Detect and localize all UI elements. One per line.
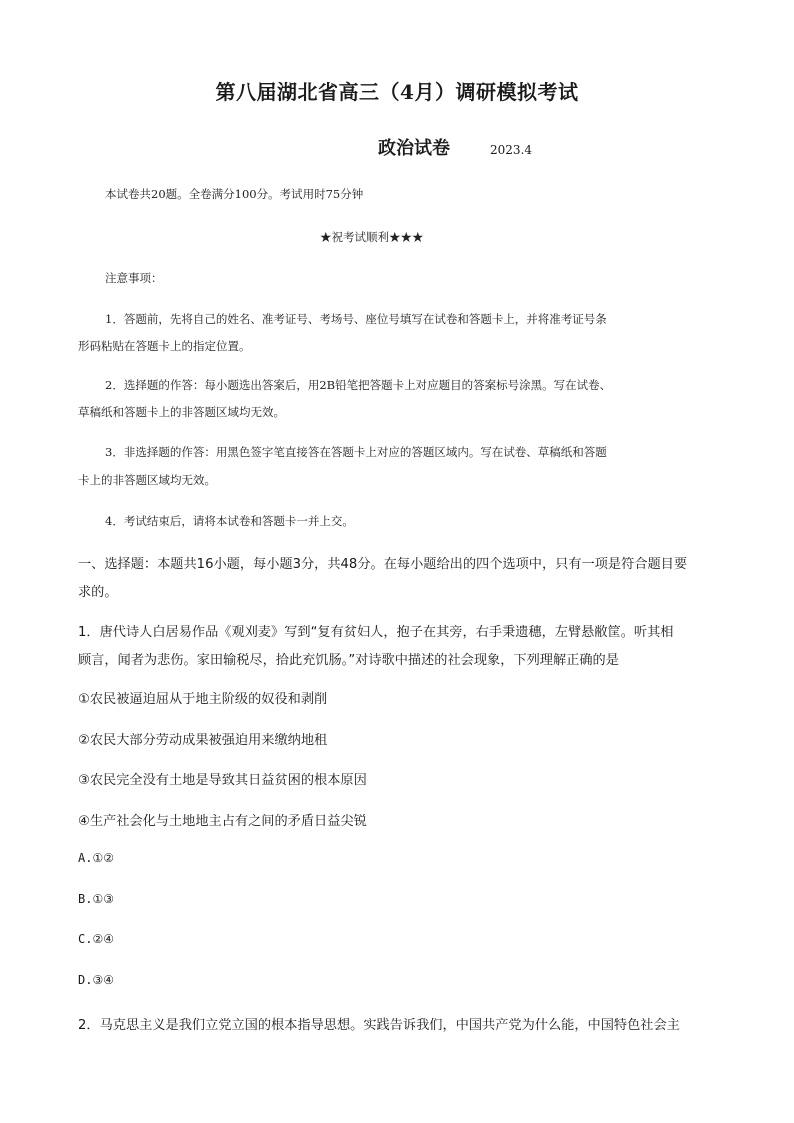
notice-2-line-2: 草稿纸和答题卡上的非答题区域均无效。 [78,405,285,419]
notice-2-line-1: 2．选择题的作答：每小题选出答案后，用2B铅笔把答题卡上对应题目的答案标号涂黑。写在试卷、 [105,378,612,392]
notice-1-line-1: 1．答题前，先将自己的姓名、准考证号、考场号、座位号填写在试卷和答题卡上，并将准考证号条 [105,312,607,326]
question-1-stem-line-1: 1．唐代诗人白居易作品《观刈麦》写到“复有贫妇人，抱子在其旁，右手秉遗穗，左臂悬敝筐。听其相 [78,625,674,640]
question-1-statement-2: ②农民大部分劳动成果被强迫用来缴纳地租 [78,733,328,748]
question-1-option-a: A.①② [78,851,114,865]
subtitle-row [378,134,532,160]
notice-4-line-1: 4．考试结束后，请将本试卷和答题卡一并上交。 [105,514,354,528]
question-1-option-b: B.①③ [78,892,114,906]
notice-3-line-1: 3．非选择题的作答：用黑色签字笔直接答在答题卡上对应的答题区域内。写在试卷、草稿纸和答题 [105,445,607,459]
notice-3-line-2: 卡上的非答题区域均无效。 [78,473,216,487]
question-1-statement-4: ④生产社会化与土地地主占有之间的矛盾日益尖锐 [78,814,367,829]
question-2-stem-line-1: 2．马克思主义是我们立党立国的根本指导思想。实践告诉我们，中国共产党为什么能，中国特色社会主 [78,1018,680,1033]
question-1-option-d: D.③④ [78,973,114,987]
exam-summary: 本试卷共20题。全卷满分100分。考试用时75分钟 [105,187,364,201]
exam-date: 2023.4 [490,143,532,157]
question-1-stem-line-2: 顾言，闻者为悲伤。家田输税尽，拾此充饥肠。”对诗歌中描述的社会现象，下列理解正确的是 [78,653,619,668]
question-1-statement-3: ③农民完全没有土地是导致其日益贫困的根本原因 [78,773,367,788]
notice-title: 注意事项： [105,271,163,285]
section-heading-line-1: 一、选择题：本题共16小题，每小题3分，共48分。在每小题给出的四个选项中，只有一项是符合题目要 [78,557,688,572]
section-heading-line-2: 求的。 [78,585,118,600]
exam-subject: 政治试卷 [378,138,450,159]
question-1-statement-1: ①农民被逼迫屈从于地主阶级的奴役和剥削 [78,692,328,707]
notice-1-line-2: 形码粘贴在答题卡上的指定位置。 [78,339,251,353]
exam-wish: ★祝考试顺利★★★ [320,230,424,244]
question-1-option-c: C.②④ [78,932,114,946]
exam-title: 第八届湖北省高三（4月）调研模拟考试 [215,80,579,104]
